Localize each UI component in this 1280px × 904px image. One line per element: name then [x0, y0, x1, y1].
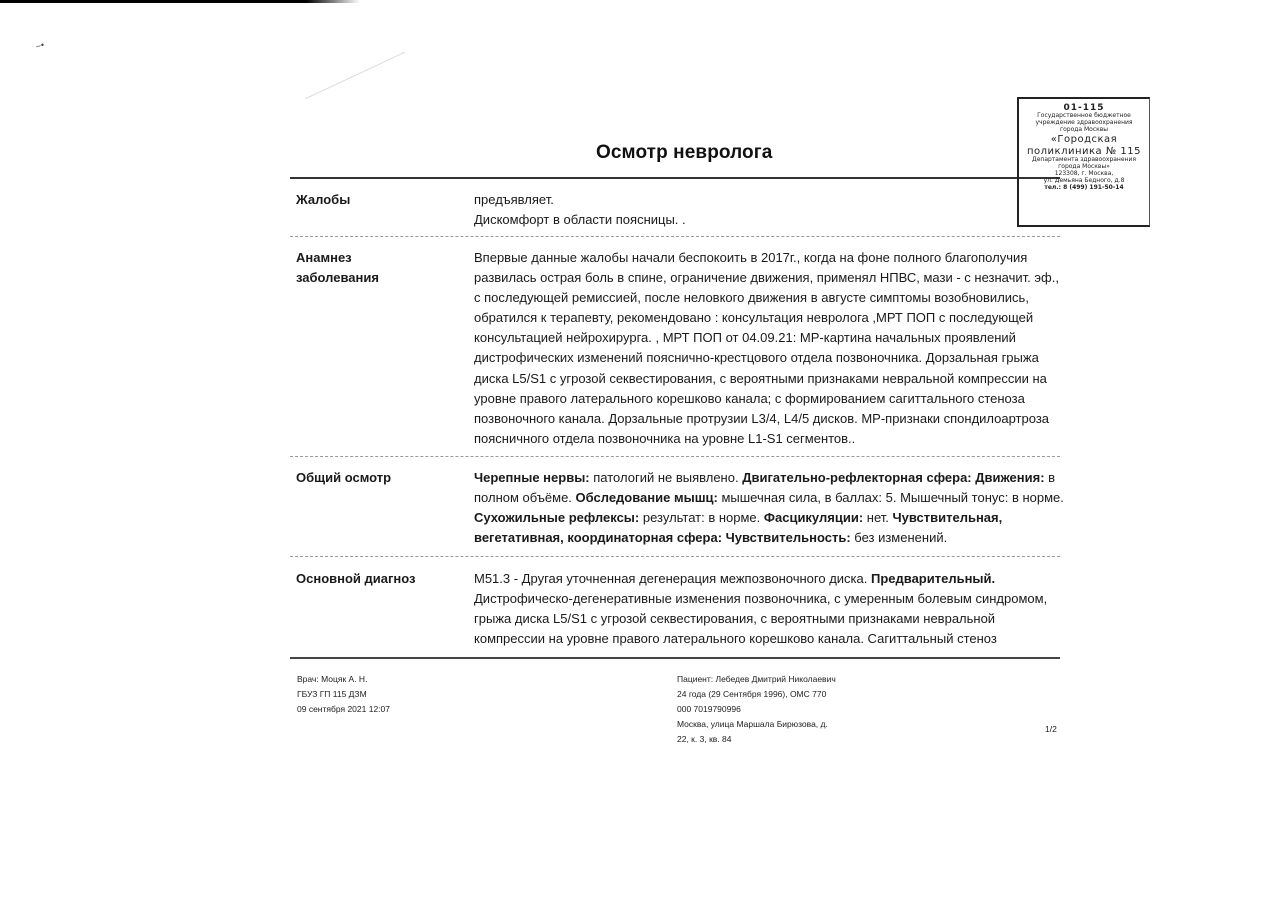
stamp-line: города Москвы [1059, 126, 1109, 134]
exam-key: Обследование мышц: [575, 490, 718, 506]
exam-value: без изменений. [850, 530, 948, 546]
exam-key: Двигательно-рефлекторная сфера: Движения: [742, 470, 1045, 485]
stamp-line: ул. Демьяна Бедного, д.8 [1043, 176, 1125, 184]
footer-divider [290, 657, 1060, 659]
doctor-name: Врач: Моцяк А. Н. [297, 674, 368, 684]
scan-smudge-mark: ~• [34, 39, 46, 52]
patient-address-cont: 22, к. 3, кв. 84 [677, 734, 732, 744]
exam-value: патологий не выявлено. [589, 470, 743, 485]
scan-edge-shadow [0, 0, 360, 3]
stamp-line: 123308, г. Москва, [1054, 169, 1114, 177]
section-divider [290, 456, 1060, 457]
stamp-line: города Москвы» [1058, 162, 1110, 170]
patient-oms-number: 000 7019790996 [677, 704, 741, 714]
stamp-line: поликлиника № 115 [1026, 145, 1142, 157]
exam-value: мышечная сила, в баллах: 5. Мышечный тонус: в норме. [717, 490, 1064, 506]
section-content [474, 569, 1064, 649]
section-content [474, 190, 1064, 230]
exam-value: в полном объёме. [474, 470, 1056, 506]
paper-crease [305, 52, 405, 99]
exam-key: Сухожильные рефлексы: [474, 510, 640, 526]
section-label: Основной диагноз [296, 571, 416, 586]
section-divider [290, 556, 1060, 557]
stamp-line: учреждение здравоохранения [1035, 119, 1133, 127]
exam-key: Фасцикуляции: [763, 510, 864, 526]
stamp-line: Государственное бюджетное [1037, 112, 1131, 120]
section-content: Впервые данные жалобы начали беспокоить в 2017г., когда на фоне полного благополучия развилась острая боль в спине, ограничение движения, применял НПВС, мази - с незначит. эф., с последующей ремиссией, после неловкого движения в августе симптомы возобновились, обратился к терапевту, рекомендовано : консультация невролога ,МРТ ПОП с последующей консультацией нейрохирурга. , МРТ ПОП от 04.09.21: МР-картина начальных проявлений дистрофических изменений пояснично-крестцового отдела позвоночника. Дорзальная грыжа диска L5/S1 с угрозой секвестирования, с вероятными признаками невральной компрессии на уровне правого латерального корешково канала; с формированием сагиттального стеноза позвоночного канала. Дорзальные протрузии L3/4, L4/5 дисков. МР-признаки спондилоартроза поясничного отдела позвоночника на уровне L1-S1 сегментов.. [474, 250, 1059, 446]
stamp-phone: тел.: 8 (499) 191-50-14 [1044, 183, 1124, 191]
stamp-line: Департамента здравоохранения [1032, 156, 1136, 164]
exam-value: нет. [863, 510, 893, 526]
exam-key: Черепные нервы: [474, 470, 590, 485]
stamp-code: 01-115 [1063, 103, 1105, 113]
exam-datetime: 09 сентября 2021 12:07 [297, 704, 390, 714]
institution-name: ГБУЗ ГП 115 ДЗМ [297, 689, 367, 699]
patient-address: Москва, улица Маршала Бирюзова, д. [677, 719, 828, 729]
diagnosis-text: Дистрофическо-дегенеративные изменения позвоночника, с умеренным болевым синдромом, грыжа диска L5/S1 с угрозой секвестирования, с вероятными признаками невральной компрессии на уровне правого латерального корешково канала. Сагиттальный стеноз [474, 591, 1048, 647]
section-label: Жалобы [296, 192, 351, 207]
complaints-line: Дискомфорт в области поясницы. . [474, 212, 686, 228]
complaints-line: предъявляет. [474, 192, 554, 207]
exam-key: Чувствительная, вегетативная, координаторная сфера: Чувствительность: [474, 510, 1003, 546]
section-divider [290, 236, 1060, 237]
page-title: Осмотр невролога [596, 142, 773, 163]
section-label: Анамнез заболевания [296, 250, 379, 285]
patient-age-oms: 24 года (29 Сентября 1996), ОМС 770 [677, 689, 827, 699]
exam-value: результат: в норме. [639, 510, 764, 526]
diagnosis-code: M51.3 - Другая уточненная дегенерация межпозвоночного диска. [474, 571, 871, 586]
section-content [474, 468, 1064, 548]
stamp-line: «Городская [1050, 134, 1118, 146]
diagnosis-status: Предварительный. [870, 571, 996, 586]
footer-doctor-info [297, 672, 390, 717]
footer-patient-info [677, 672, 836, 747]
page-number: 1/2 [1045, 724, 1057, 734]
patient-name: Пациент: Лебедев Дмитрий Николаевич [677, 674, 836, 684]
section-label: Общий осмотр [296, 470, 392, 485]
title-divider [290, 177, 1060, 179]
